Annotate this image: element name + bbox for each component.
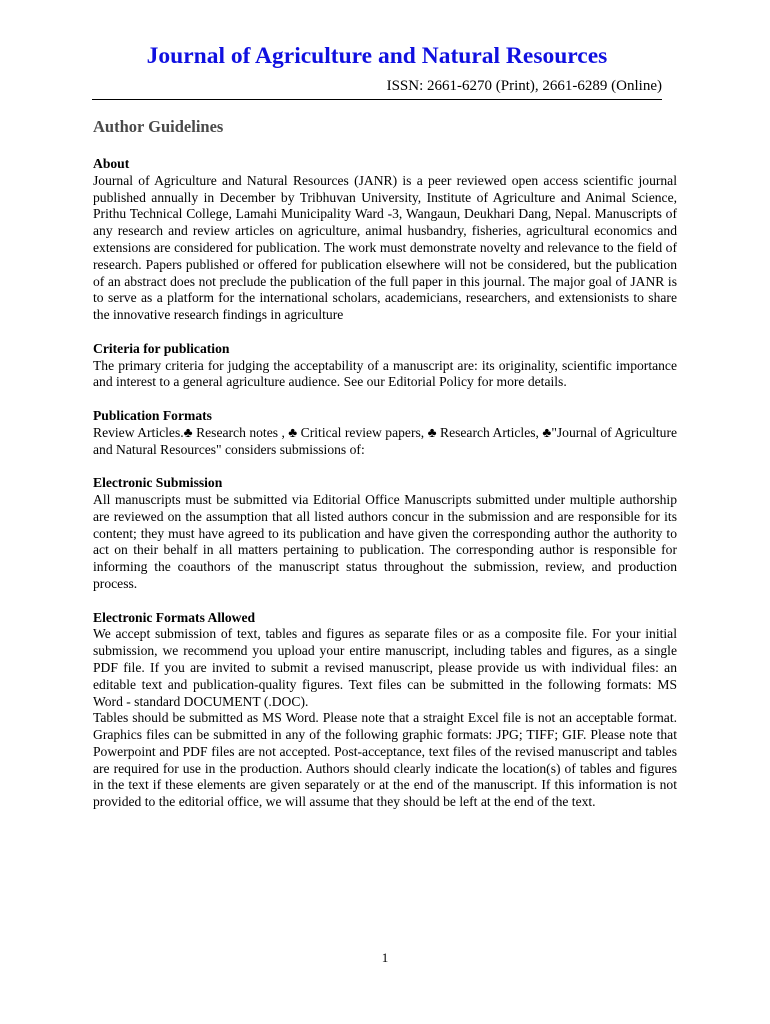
- page-number: 1: [381, 950, 389, 965]
- section-publication-formats: [93, 408, 677, 458]
- section-paragraph: We accept submission of text, tables and figures as separate files or as a composite file. For your initial submission, we recommend you upload your entire manuscript, including tables and figures, as a single PDF file. If you are invited to submit a revised manuscript, please provide us with individual files: an editable text and publication-quality figures. Text files can be submitted in the following formats: MS Word - standard DOCUMENT (.DOC).: [93, 626, 677, 709]
- section-paragraph: Tables should be submitted as MS Word. Please note that a straight Excel file is not an acceptable format. Graphics files can be submitted in any of the following graphic formats: JPG; TIFF; GIF. Please note that Powerpoint and PDF files are not accepted. Post-acceptance, text files of the revised manuscript and tables are required for use in the production. Authors should clearly indicate the location(s) of tables and figures in the text if these elements are given separately or at the end of the manuscript. If this information is not provided to the editorial office, we will assume that they should be left at the end of the text.: [93, 710, 677, 810]
- section-paragraph: The primary criteria for judging the acceptability of a manuscript are: its originality, scientific importance and interest to a general agriculture audience. See our Editorial Policy for more details.: [93, 357, 677, 390]
- section-paragraph: Journal of Agriculture and Natural Resources (JANR) is a peer reviewed open access scientific journal published annually in December by Tribhuvan University, Institute of Agriculture and Animal Science, Prithu Technical College, Lamahi Municipality Ward -3, Wangaun, Deukhari Dang, Nepal. Manuscripts of any research and review articles on agriculture, animal husbandry, fisheries, agricultural economics and extensions are considered for publication. The work must demonstrate novelty and relevance to the field of research. Papers published or offered for publication elsewhere will not be considered, but the publication of an abstract does not preclude the publication of the full paper in this journal. The major goal of JANR is to serve as a platform for the international scholars, academicians, researchers, and extensionists to share the innovative research findings in agriculture: [93, 172, 677, 323]
- section-about: [93, 156, 677, 324]
- section-title: About: [93, 156, 130, 171]
- journal-title: Journal of Agriculture and Natural Resources: [146, 43, 608, 69]
- guidelines-body: [93, 156, 677, 828]
- section-paragraph: All manuscripts must be submitted via Editorial Office Manuscripts submitted under multiple authorship are reviewed on the assumption that all listed authors concur in the submission and are responsible for its content; they must have agreed to its publication and have given the corresponding author the authority to act on their behalf in all matters pertaining to publication. The corresponding author is responsible for informing the coauthors of the manuscript status throughout the submission, review, and production process.: [93, 491, 677, 591]
- section-electronic-formats-allowed: [93, 610, 677, 812]
- section-title: Publication Formats: [93, 407, 212, 423]
- section-title: Criteria for publication: [93, 340, 230, 356]
- issn-line: ISSN: 2661-6270 (Print), 2661-6289 (Online): [386, 78, 662, 94]
- section-title: Electronic Formats Allowed: [93, 609, 256, 625]
- section-title: Electronic Submission: [93, 475, 223, 491]
- section-criteria-for-publication: [93, 341, 677, 391]
- page-heading: Author Guidelines: [93, 117, 224, 136]
- header-divider: [92, 99, 662, 100]
- section-electronic-submission: [93, 475, 677, 593]
- section-paragraph: Review Articles.♣ Research notes , ♣ Critical review papers, ♣ Research Articles, ♣"Journal of Agriculture and Natural Resources" considers submissions of:: [93, 424, 677, 457]
